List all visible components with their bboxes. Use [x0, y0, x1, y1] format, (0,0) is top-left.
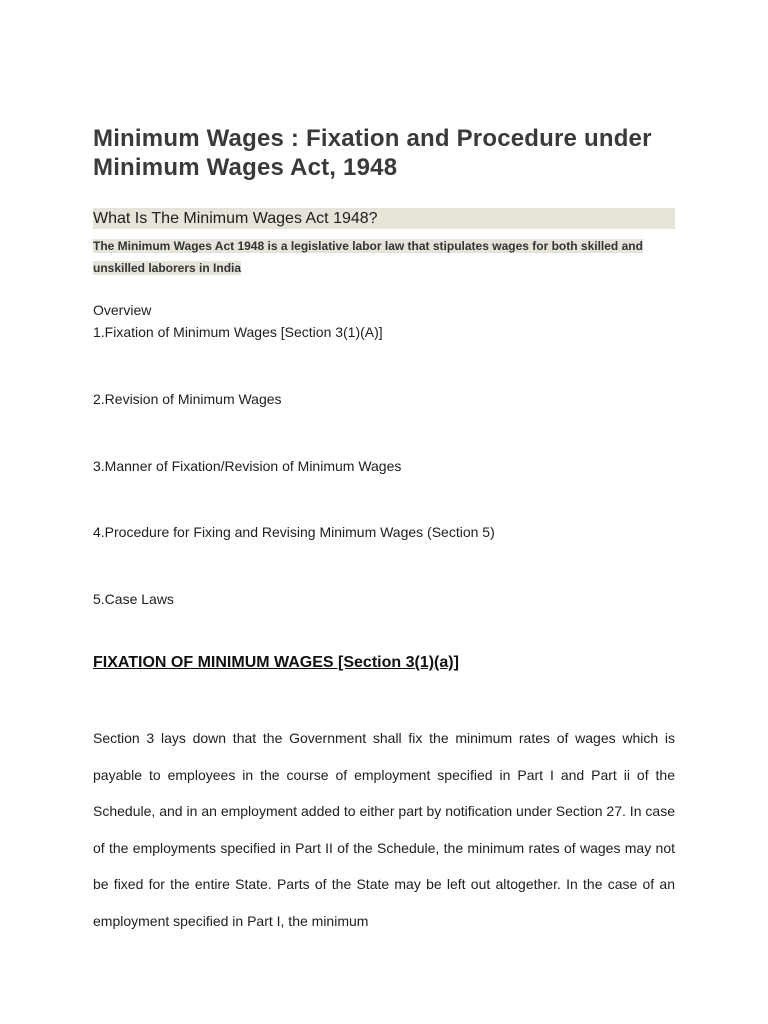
summary-highlight: The Minimum Wages Act 1948 is a legislative labor law that stipulates wages for both skilled and unskilled laborers in India: [93, 239, 643, 275]
body-paragraph: Section 3 lays down that the Government shall fix the minimum rates of wages which is payable to employees in the course of employment specified in Part I and Part ii of the Schedule, and in an employment added to either part by notification under Section 27. In case of the employments specified in Part II of the Schedule, the minimum rates of wages may not be fixed for the entire State. Parts of the State may be left out altogether. In the case of an employment specified in Part I, the minimum: [93, 730, 675, 929]
overview-item: 3.Manner of Fixation/Revision of Minimum Wages: [93, 458, 402, 474]
overview-item: 1.Fixation of Minimum Wages [Section 3(1)(A)]: [93, 324, 383, 340]
document-title: Minimum Wages : Fixation and Procedure under Minimum Wages Act, 1948: [93, 125, 652, 181]
summary-paragraph: [93, 235, 675, 279]
section-subheading: What Is The Minimum Wages Act 1948?: [93, 208, 675, 229]
overview-item: 5.Case Laws: [93, 591, 174, 607]
overview-label: Overview: [93, 302, 152, 318]
overview-item: 4.Procedure for Fixing and Revising Minimum Wages (Section 5): [93, 524, 495, 540]
section-heading: FIXATION OF MINIMUM WAGES [Section 3(1)(a)]: [93, 654, 459, 671]
overview-item: 2.Revision of Minimum Wages: [93, 391, 282, 407]
